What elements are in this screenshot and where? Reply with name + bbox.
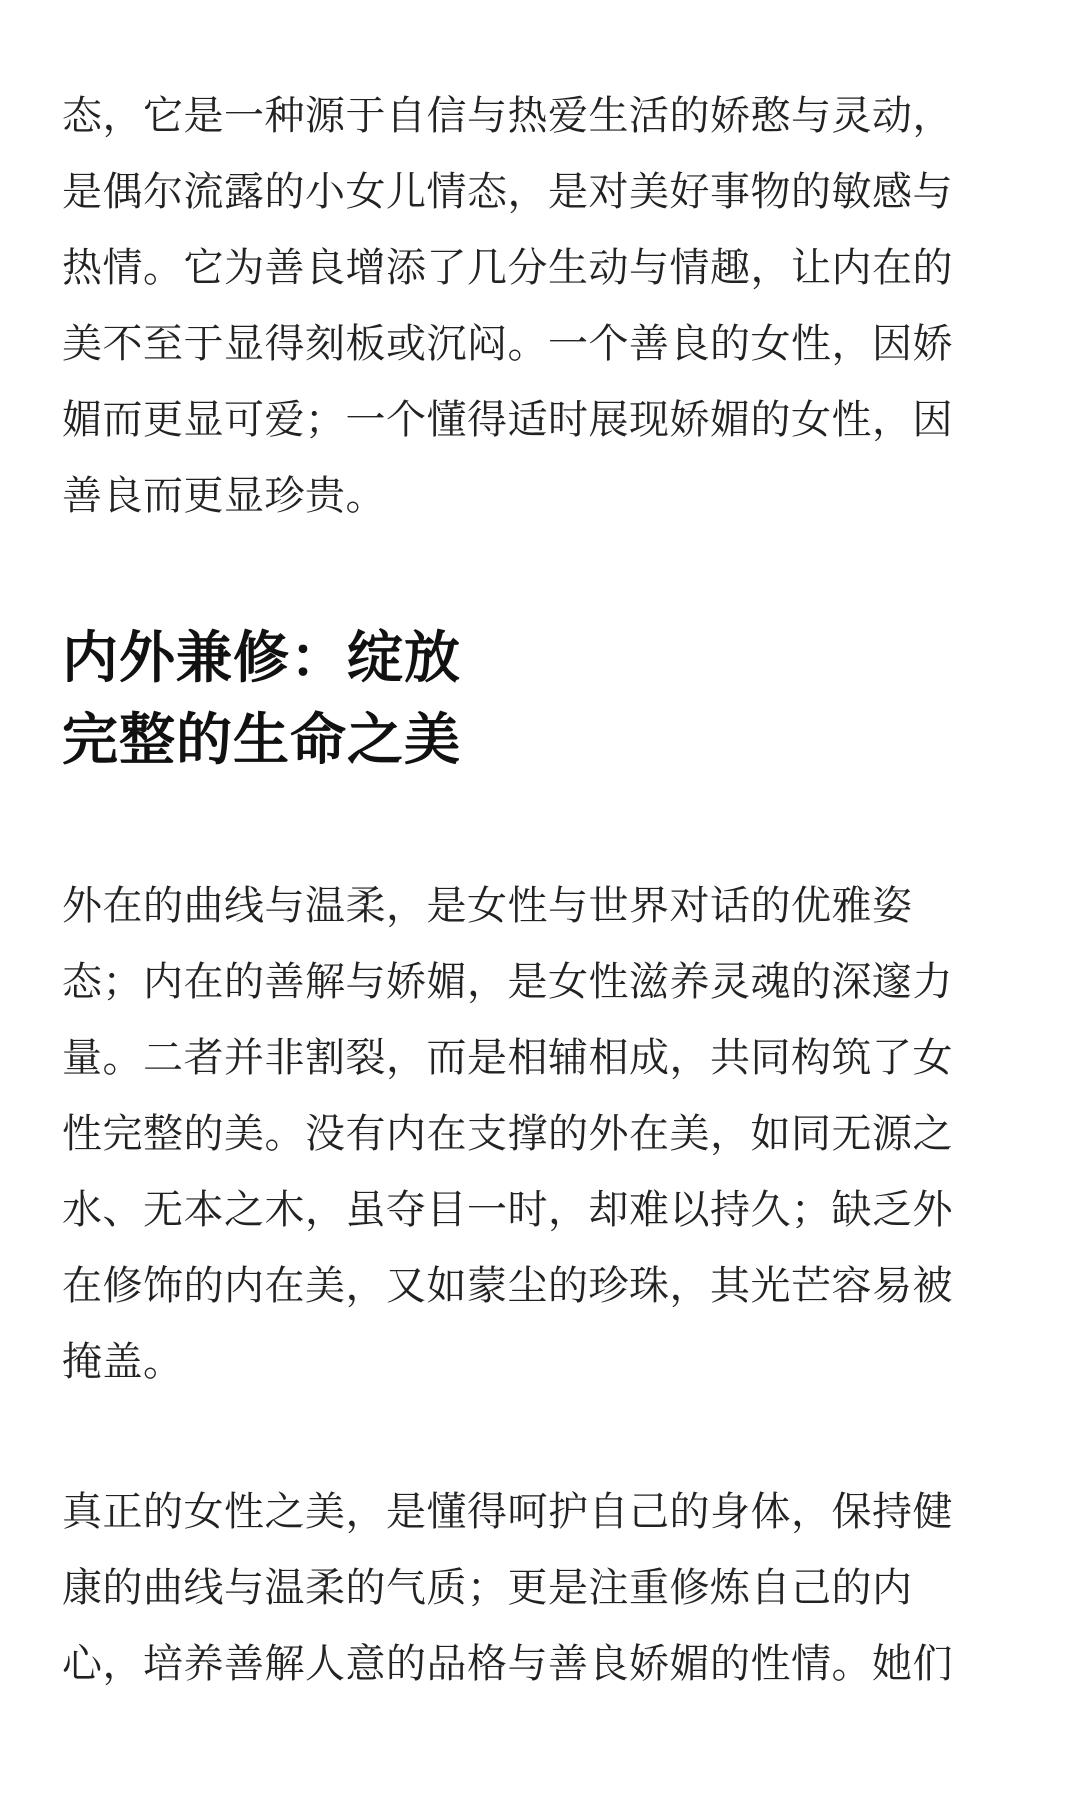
paragraph-line: 量。二者并非割裂，而是相辅相成，共同构筑了女 xyxy=(62,1035,953,1081)
paragraph-line: 水、无本之木，虽夺目一时，却难以持久；缺乏外 xyxy=(62,1187,953,1233)
article-paragraph xyxy=(62,1474,1032,1702)
paragraph-line: 心，培养善解人意的品格与善良娇媚的性情。她们 xyxy=(62,1641,953,1687)
paragraph-line: 美不至于显得刻板或沉闷。一个善良的女性，因娇 xyxy=(62,321,953,367)
article-paragraph xyxy=(62,78,1032,534)
paragraph-line: 在修饰的内在美，又如蒙尘的珍珠，其光芒容易被 xyxy=(62,1263,953,1309)
article-paragraph xyxy=(62,868,1032,1400)
heading-line: 内外兼修：绽放 xyxy=(62,626,461,691)
paragraph-line: 媚而更显可爱；一个懂得适时展现娇媚的女性，因 xyxy=(62,397,953,443)
heading-line: 完整的生命之美 xyxy=(62,708,461,773)
paragraph-line: 外在的曲线与温柔，是女性与世界对话的优雅姿 xyxy=(62,883,913,929)
paragraph-line: 是偶尔流露的小女儿情态，是对美好事物的敏感与 xyxy=(62,169,953,215)
paragraph-line: 真正的女性之美，是懂得呵护自己的身体，保持健 xyxy=(62,1489,953,1535)
section-heading xyxy=(62,618,1032,782)
paragraph-line: 掩盖。 xyxy=(62,1339,184,1385)
paragraph-line: 热情。它为善良增添了几分生动与情趣，让内在的 xyxy=(62,245,953,291)
paragraph-line: 性完整的美。没有内在支撑的外在美，如同无源之 xyxy=(62,1111,953,1157)
paragraph-line: 善良而更显珍贵。 xyxy=(62,473,386,519)
paragraph-line: 康的曲线与温柔的气质；更是注重修炼自己的内 xyxy=(62,1565,913,1611)
paragraph-line: 态，它是一种源于自信与热爱生活的娇憨与灵动， xyxy=(62,93,953,139)
paragraph-line: 态；内在的善解与娇媚，是女性滋养灵魂的深邃力 xyxy=(62,959,953,1005)
